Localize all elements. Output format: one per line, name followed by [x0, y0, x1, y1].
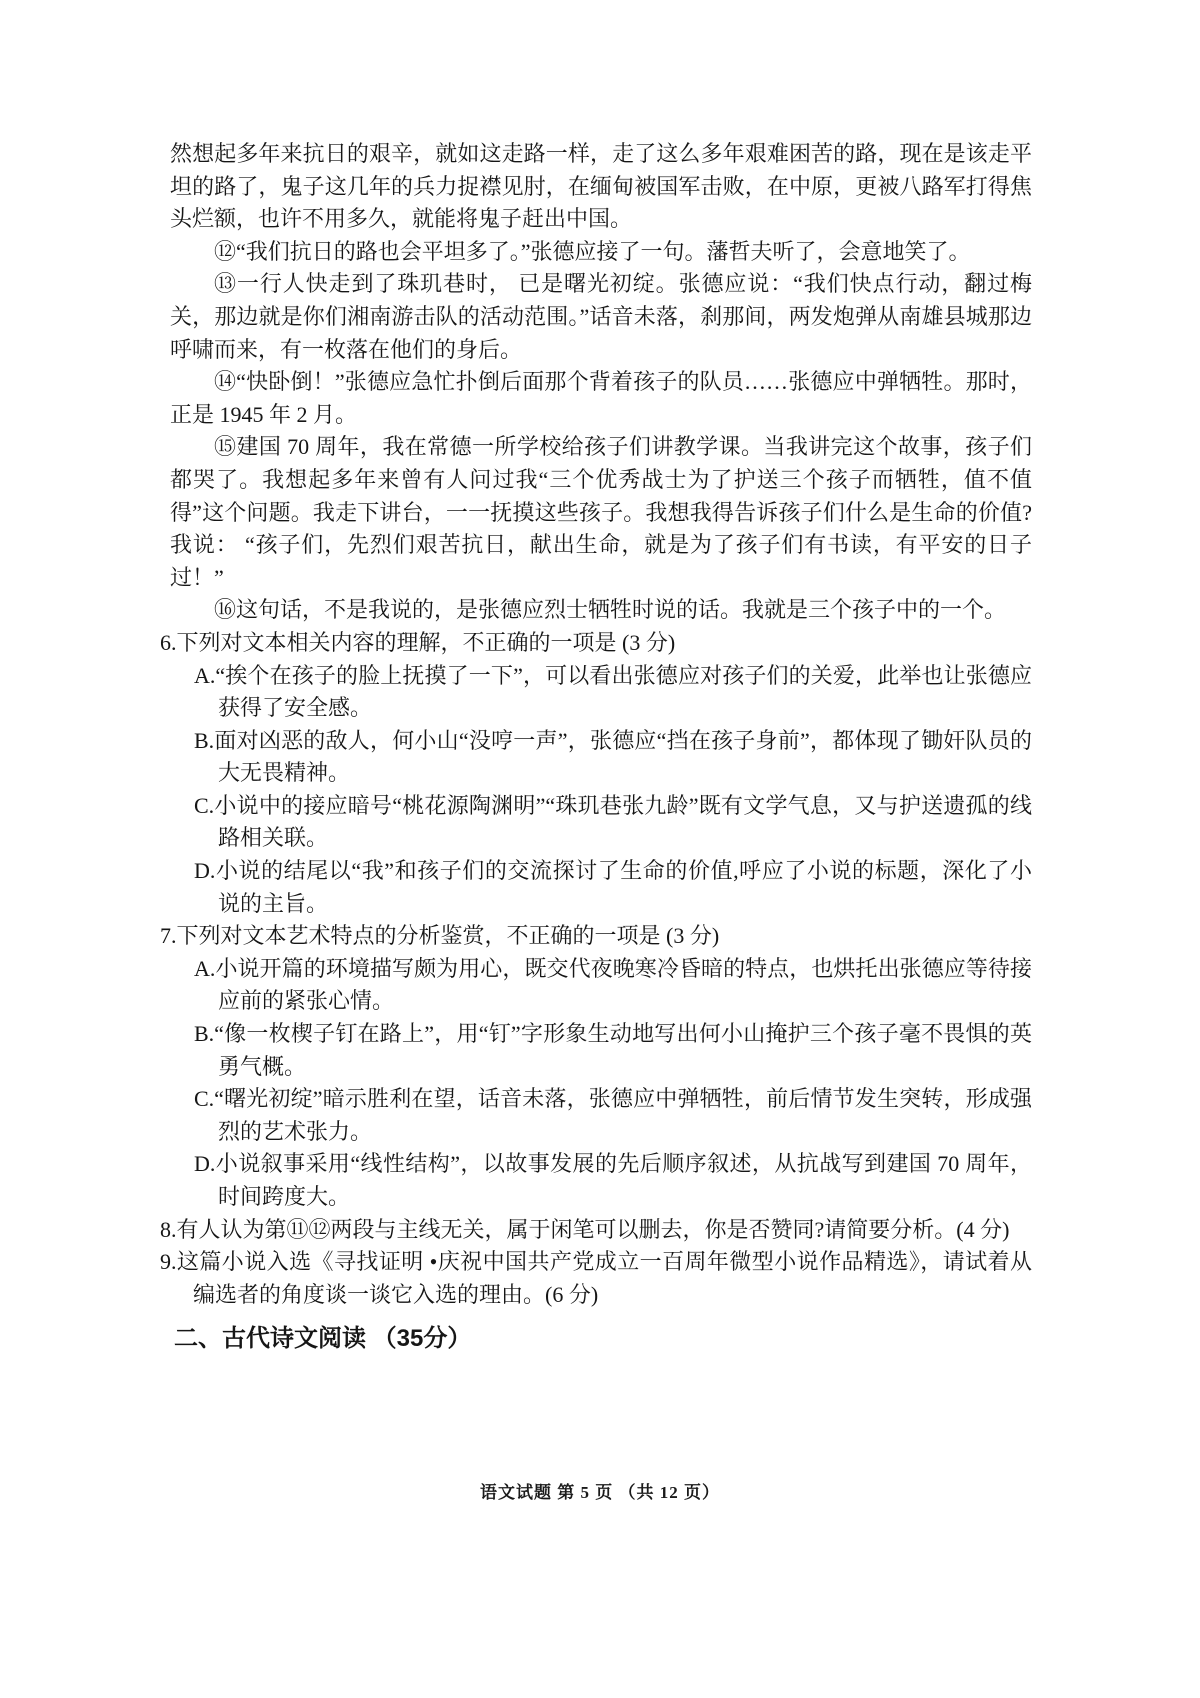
- question-6: [160, 627, 1032, 920]
- question-7-option-c: C.“曙光初绽”暗示胜利在望，话音未落，张德应中弹牺牲，前后情节发生突转，形成强烈的艺术张力。: [194, 1086, 1032, 1144]
- question-6-option-c: C.小说中的接应暗号“桃花源陶渊明”“珠玑巷张九龄”既有文学气息，又与护送遗孤的线路相关联。: [194, 792, 1032, 851]
- question-7-option-a: A.小说开篇的环境描写颇为用心，既交代夜晚寒冷昏暗的特点，也烘托出张德应等待接应前的紧张心情。: [194, 955, 1032, 1014]
- question-8-stem: 8.有人认为第⑪⑫两段与主线无关，属于闲笔可以删去，你是否赞同?请简要分析。(4 分): [160, 1216, 1010, 1242]
- question-7-option-d: D.小说叙事采用“线性结构”，以故事发展的先后顺序叙述，从抗战写到建国 70 周年，时间跨度大。: [194, 1151, 1032, 1209]
- passage-paragraph-13: ⑬一行人快走到了珠玑巷时， 已是曙光初绽。张德应说：“我们快点行动，翻过梅关，那边就是你们湘南游击队的活动范围。”话音未落，刹那间，两发炮弹从南雄县城那边呼啸而来，有一枚落在他们的身后。: [170, 271, 1032, 362]
- passage-paragraph-15: ⑮建国 70 周年，我在常德一所学校给孩子们讲教学课。当我讲完这个故事，孩子们都哭了。我想起多年来曾有人问过我“三个优秀战士为了护送三个孩子而牺牲，值不值得”这个问题。我走下讲台，一一抚摸这些孩子。我想我得告诉孩子们什么是生命的价值?我说： “孩子们，先烈们艰苦抗日，献出生命，就是为了孩子们有书读，有平安的日子过！”: [170, 434, 1032, 590]
- question-6-option-a: A.“挨个在孩子的脸上抚摸了一下”，可以看出张德应对孩子们的关爱，此举也让张德应获得了安全感。: [194, 662, 1032, 721]
- question-9-stem: 9.这篇小说入选《寻找证明 •庆祝中国共产党成立一百周年微型小说作品精选》，请试着从编选者的角度谈一谈它入选的理由。(6 分): [160, 1249, 1032, 1307]
- question-7-stem: 7.下列对文本艺术特点的分析鉴赏，不正确的一项是 (3 分): [160, 923, 720, 949]
- question-6-stem: 6.下列对文本相关内容的理解，不正确的一项是 (3 分): [160, 629, 676, 655]
- question-9: [160, 1246, 1032, 1311]
- question-6-option-d: D.小说的结尾以“我”和孩子们的交流探讨了生命的价值,呼应了小说的标题，深化了小说的主旨。: [194, 858, 1032, 916]
- question-7: [160, 920, 1032, 1213]
- passage-paragraph-16: ⑯这句话，不是我说的，是张德应烈士牺牲时说的话。我就是三个孩子中的一个。: [214, 597, 1007, 623]
- passage-paragraph-14: ⑭“快卧倒！”张德应急忙扑倒后面那个背着孩子的队员……张德应中弹牺牲。那时，正是 1945 年 2 月。: [170, 369, 1032, 427]
- question-6-option-b: B.面对凶恶的敌人，何小山“没哼一声”，张德应“挡在孩子身前”，都体现了锄奸队员的大无畏精神。: [194, 727, 1032, 786]
- question-8: [160, 1214, 1032, 1247]
- page-footer: 语文试题 第 5 页 （共 12 页）: [480, 1483, 720, 1502]
- section-header: 二、古代诗文阅读 （35分）: [174, 1325, 472, 1353]
- page-content: [160, 138, 1032, 1356]
- passage-paragraph-continued: 然想起多年来抗日的艰辛，就如这走路一样，走了这么多年艰难困苦的路，现在是该走平坦的路了，鬼子这几年的兵力捉襟见肘，在缅甸被国军击败，在中原，更被八路军打得焦头烂额，也许不用多久，就能将鬼子赶出中国。: [170, 141, 1032, 232]
- question-7-option-b: B.“像一枚楔子钉在路上”，用“钉”字形象生动地写出何小山掩护三个孩子毫不畏惧的英勇气概。: [194, 1021, 1032, 1079]
- passage-paragraph-12: ⑫“我们抗日的路也会平坦多了。”张德应接了一句。藩哲夫听了，会意地笑了。: [214, 238, 971, 264]
